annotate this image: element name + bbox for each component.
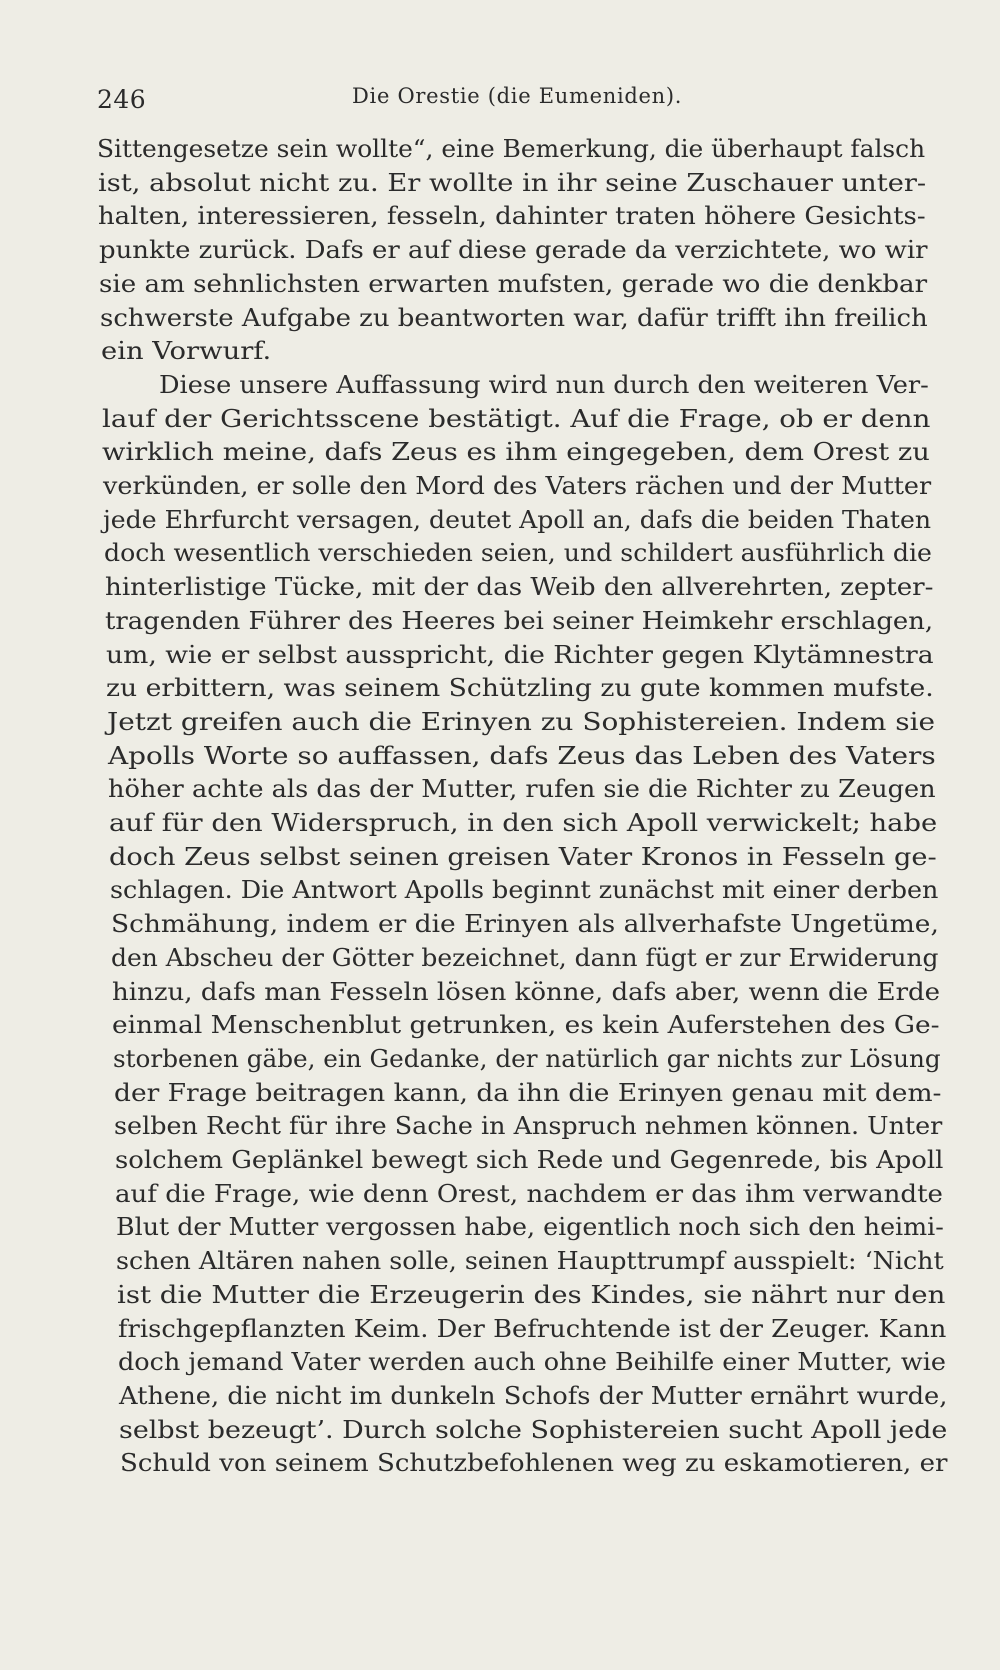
text-line: schen Altären nahen solle, seinen Haupttrumpf ausspielt: ‘Nicht [116, 1247, 945, 1276]
text-line: frischgepflanzten Keim. Der Befruchtende ist der Zeuger. Kann [117, 1314, 947, 1343]
text-line: hinterlistige Tücke, mit der das Weib den allverehrten, zepter- [104, 573, 934, 602]
text-line: doch jemand Vater werden auch ohne Beihilfe einer Mutter, wie [118, 1348, 947, 1377]
text-line: der Frage beitragen kann, da ihn die Erinyen genau mit dem- [113, 1078, 941, 1107]
text-line: halten, interessieren, fesseln, dahinter traten höhere Gesichts- [98, 202, 926, 231]
running-head: Die Orestie (die Eumeniden). [352, 84, 683, 108]
text-line: schlagen. Die Antwort Apolls beginnt zunächst mit einer derben [109, 876, 939, 905]
text-line: wirklich meine, dafs Zeus es ihm eingegeben, dem Orest zu [102, 438, 931, 467]
text-line: Apolls Worte so auffassen, dafs Zeus das Leben des Vaters [107, 741, 936, 770]
text-line: selbst bezeugt’. Durch solche Sophistereien sucht Apoll jede [119, 1415, 948, 1444]
text-line: höher achte als das der Mutter, rufen sie die Richter zu Zeugen [108, 775, 936, 804]
text-line: auf die Frage, wie denn Orest, nachdem er das ihm verwandte [115, 1179, 944, 1208]
text-line: solchem Geplänkel bewegt sich Rede und Gegenrede, bis Apoll [114, 1146, 944, 1174]
text-line: Blut der Mutter vergossen habe, eigentlich noch sich den heimi- [115, 1213, 944, 1242]
text-line: jede Ehrfurcht versagen, deutet Apoll an, dafs die beiden Thaten [103, 505, 932, 534]
text-line: ein Vorwurf. [100, 337, 271, 366]
text-line: Schuld von seinem Schutzbefohlenen weg zu eskamotieren, er [120, 1449, 948, 1478]
text-line: Jetzt greifen auch die Erinyen zu Sophistereien. Indem sie [107, 707, 936, 736]
text-line: tragenden Führer des Heeres bei seiner Heimkehr erschlagen, [105, 606, 934, 635]
text-line: lauf der Gerichtsscene bestätigt. Auf die Frage, ob er denn [101, 404, 931, 433]
text-line: um, wie er selbst ausspricht, die Richter gegen Klytämnestra [105, 640, 934, 669]
text-line: Athene, die nicht im dunkeln Schofs der Mutter ernährt wurde, [118, 1381, 948, 1410]
text-line: sie am sehnlichsten erwarten mufsten, gerade wo die denkbar [99, 269, 928, 298]
text-line: einmal Menschenblut getrunken, es kein Auferstehen des Ge- [112, 1011, 940, 1040]
text-line: Diese unsere Auffassung wird nun durch den weiteren Ver- [159, 370, 929, 399]
text-line: selben Recht für ihre Sache in Anspruch nehmen können. Unter [114, 1112, 943, 1141]
text-line: ist die Mutter die Erzeugerin des Kindes, sie nährt nur den [117, 1280, 946, 1309]
text-line: hinzu, dafs man Fesseln lösen könne, dafs aber, wenn die Erde [111, 977, 940, 1006]
text-line: doch wesentlich verschieden seien, und schildert ausführlich die [104, 539, 932, 568]
page-number: 246 [97, 85, 147, 114]
text-line: den Abscheu der Götter bezeichnet, dann fügt er zur Erwiderung [111, 943, 939, 972]
text-line: punkte zurück. Dafs er auf diese gerade da verzichtete, wo wir [98, 236, 928, 265]
text-line: Sittengesetze sein wollte“, eine Bemerkung, die überhaupt falsch [97, 135, 926, 163]
text-line: Schmähung, indem er die Erinyen als allverhafste Ungetüme, [110, 910, 939, 939]
text-line: doch Zeus selbst seinen greisen Vater Kronos in Fesseln ge- [109, 842, 938, 871]
text-line: ist, absolut nicht zu. Er wollte in ihr seine Zuschauer unter- [97, 168, 926, 197]
text-line: verkünden, er solle den Mord des Vaters rächen und der Mutter [102, 472, 932, 500]
text-line: schwerste Aufgabe zu beantworten war, dafür trifft ihn freilich [99, 303, 928, 332]
text-line: zu erbittern, was seinem Schützling zu gute kommen mufste. [106, 674, 935, 703]
text-line: storbenen gäbe, ein Gedanke, der natürlich gar nichts zur Lösung [112, 1044, 941, 1073]
text-line: auf für den Widerspruch, in den sich Apoll verwickelt; habe [108, 809, 937, 837]
